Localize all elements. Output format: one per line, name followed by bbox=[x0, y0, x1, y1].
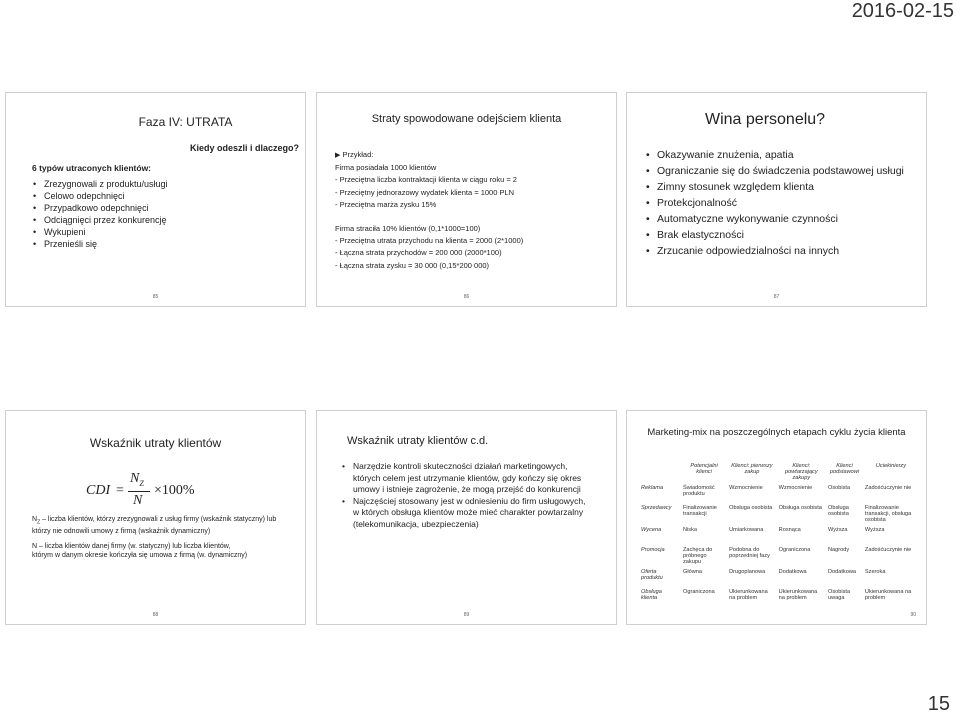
table-cell: Nagrody bbox=[828, 547, 850, 553]
table-cell: Ukierunkowana na problem bbox=[864, 589, 912, 601]
example-line: - Przeciętna marża zysku 15% bbox=[335, 199, 437, 209]
slide-number: 86 bbox=[463, 294, 470, 300]
page-number: 15 bbox=[927, 693, 950, 715]
table-cell: Zadośćuczynie nie bbox=[864, 485, 912, 491]
row-label: Oferta produktu bbox=[641, 569, 663, 581]
table-row bbox=[639, 503, 919, 525]
slide-87 bbox=[626, 92, 927, 307]
slide-title: Wina personelu? bbox=[705, 111, 826, 128]
example-line: - Łączna strata zysku = 30 000 (0,15*200 000) bbox=[335, 260, 490, 270]
slide-number: 90 bbox=[910, 612, 916, 618]
example-line: - Przeciętna liczba kontraktacji klienta w ciągu roku = 2 bbox=[335, 175, 517, 185]
table-cell: Zachęca do próbnego zakupu bbox=[683, 547, 713, 565]
example-label bbox=[335, 149, 523, 162]
example-line: Firma straciła 10% klientów (0,1*1000=100) bbox=[335, 224, 481, 234]
slide-subtitle: Kiedy odeszli i dlaczego? bbox=[189, 143, 299, 153]
table-cell: Finalizowanie transakcji bbox=[683, 505, 717, 517]
row-label: Promocja bbox=[641, 547, 665, 553]
table-row bbox=[639, 567, 919, 587]
slide-number: 87 bbox=[773, 294, 780, 300]
column-header: Uciekinierzy bbox=[875, 463, 907, 469]
slide-88 bbox=[5, 410, 306, 625]
list-item: • Najczęściej stosowany jest w odniesieniu do firm usługowych, w których obsługa klientów może mieć charakter powtarzalny (telekomunikacja, ubezpieczenia) bbox=[353, 496, 593, 531]
table-cell: Wzmocnienie bbox=[778, 485, 813, 491]
list-item: • Zrzucanie odpowiedzialności na innych bbox=[657, 243, 927, 259]
table-cell: Zadośćuczynie nie bbox=[864, 547, 912, 553]
table-cell: Wyższa bbox=[864, 527, 885, 533]
slide-title: Wskaźnik utraty klientów bbox=[89, 436, 222, 450]
table-cell: Rosnąca bbox=[778, 527, 801, 533]
table-header-row bbox=[639, 461, 919, 483]
row-label: Obsługa klienta bbox=[641, 589, 662, 601]
row-label: Sprzedawcy bbox=[641, 505, 672, 511]
table-row bbox=[639, 483, 919, 503]
formula-numerator: $N_Z$ bbox=[130, 471, 144, 488]
table-cell: Ograniczona bbox=[683, 589, 715, 595]
list-item: • Przypadkowo odepchnięci bbox=[44, 202, 168, 214]
table-cell: Obsługa osobista bbox=[778, 505, 822, 511]
list-item: • Ograniczanie się do świadczenia podstawowej usługi bbox=[657, 163, 927, 179]
cdi-notes-list bbox=[337, 461, 593, 530]
formula-lhs: CDI bbox=[86, 483, 111, 498]
table-cell: Drugoplanowa bbox=[729, 569, 766, 575]
table-cell: Główna bbox=[683, 569, 702, 575]
list-item: • Przenieśli się bbox=[44, 238, 168, 250]
table-cell: Umiarkowana bbox=[729, 527, 764, 533]
column-header: Klienci: powtarzający zakupy bbox=[785, 463, 818, 481]
column-header: Potencjalni klienci bbox=[690, 463, 718, 475]
slide-title: Faza IV: UTRATA bbox=[138, 115, 233, 129]
slide-title: Marketing-mix na poszczególnych etapach cyklu życia klienta bbox=[647, 427, 906, 438]
cdi-formula bbox=[86, 471, 226, 511]
table-row bbox=[639, 587, 919, 607]
table-cell: Świadomość produktu bbox=[683, 485, 715, 497]
table-cell: Ukierunkowana na problem bbox=[729, 589, 768, 601]
example-line: - Przeciętna utrata przychodu na klienta = 2000 (2*1000) bbox=[335, 236, 524, 246]
list-item: • Automatyczne wykonywanie czynności bbox=[657, 211, 927, 227]
list-item: • Narzędzie kontroli skuteczności działań marketingowych, których celem jest utrzymanie klientów, gdy kończy się okres umowy i istnieje zagrożenie, że mogą przejść do konkurencji bbox=[353, 461, 593, 496]
table-cell: Ukierunkowana na problem bbox=[778, 589, 818, 601]
example-text: Przykład: bbox=[342, 150, 374, 159]
example-line: - Łączna strata przychodów = 200 000 (2000*100) bbox=[335, 248, 502, 258]
marketing-mix-table bbox=[639, 461, 919, 607]
column-header: Klienci: pierwszy zakup bbox=[731, 463, 773, 475]
table-cell: Szeroka bbox=[864, 569, 886, 575]
table-cell: Ograniczona bbox=[778, 547, 811, 553]
example-line: - Przeciętny jednorazowy wydatek klienta = 1000 PLN bbox=[335, 187, 515, 197]
header-date: 2016-02-15 bbox=[851, 0, 954, 22]
table-cell: Wyższa bbox=[828, 527, 848, 533]
nz-description: $N_Z$ – liczba klientów, którzy zrezygnowali z usług firmy (wskaźnik statyczny) lub którzy nie odnowili umowy z firmą (wskaźnik dynamiczny) bbox=[32, 516, 277, 536]
triangle-bullet-icon: ▶ bbox=[335, 152, 341, 159]
list-item: • Okazywanie znużenia, apatia bbox=[657, 147, 927, 163]
column-header bbox=[639, 461, 681, 483]
list-item: • Protekcjonalność bbox=[657, 195, 927, 211]
slide-title: Wskaźnik utraty klientów c.d. bbox=[347, 435, 489, 447]
table-cell: Dodatkowa bbox=[828, 569, 856, 575]
customer-types-list bbox=[28, 178, 168, 250]
example-line: Firma posiadała 1000 klientów bbox=[335, 163, 437, 173]
table-cell: Niska bbox=[683, 527, 697, 533]
list-item: • Brak elastyczności bbox=[657, 227, 927, 243]
table-cell: Obsługa osobista bbox=[828, 505, 849, 517]
list-item: • Celowo odepchnięci bbox=[44, 190, 168, 202]
example-lines-1 bbox=[335, 162, 523, 211]
table-row bbox=[639, 545, 919, 567]
table-cell: Wzmocnienie bbox=[729, 485, 763, 491]
list-item: • Zrezygnowali z produktu/usługi bbox=[44, 178, 168, 190]
slide-number: 89 bbox=[463, 612, 470, 618]
table-cell: Osobista uwaga bbox=[828, 589, 851, 601]
formula-equals: = bbox=[116, 483, 124, 498]
list-item: • Wykupieni bbox=[44, 226, 168, 238]
table-cell: Osobista bbox=[828, 485, 851, 491]
list-heading: 6 typów utraconych klientów: bbox=[32, 163, 152, 173]
formula-rhs: ×100% bbox=[154, 483, 195, 498]
column-header: Klienci podstawowi bbox=[829, 463, 860, 475]
formula-denominator: N bbox=[133, 493, 143, 508]
n-description: N – liczba klientów danej firmy (w. statyczny) lub liczba klientów, którym w danym okresie kończyła się umowa z firmą (w. dynamiczny) bbox=[32, 543, 248, 559]
table-cell: Podobna do poprzedniej fazy bbox=[729, 547, 770, 559]
fraction-line bbox=[128, 491, 150, 492]
row-label: Reklama bbox=[641, 485, 664, 491]
list-item: • Odciągnięci przez konkurencję bbox=[44, 214, 168, 226]
slide-89 bbox=[316, 410, 617, 625]
table-cell: Obsługa osobista bbox=[729, 505, 773, 511]
slide-number: 85 bbox=[152, 294, 159, 300]
slide-number: 88 bbox=[152, 612, 159, 618]
example-lines-2 bbox=[335, 223, 523, 272]
slide-title: Straty spowodowane odejściem klienta bbox=[371, 113, 562, 125]
row-label: Wycena bbox=[641, 527, 662, 533]
slide-90 bbox=[626, 410, 927, 625]
table-cell: Dodatkowa bbox=[778, 569, 807, 575]
staff-issues-list bbox=[641, 147, 927, 259]
slide-86 bbox=[316, 92, 617, 307]
slide-85 bbox=[5, 92, 306, 307]
table-cell: Finalizowanie transakcji, obsługa osobista bbox=[864, 505, 912, 523]
table-row bbox=[639, 525, 919, 545]
list-item: • Zimny stosunek względem klienta bbox=[657, 179, 927, 195]
